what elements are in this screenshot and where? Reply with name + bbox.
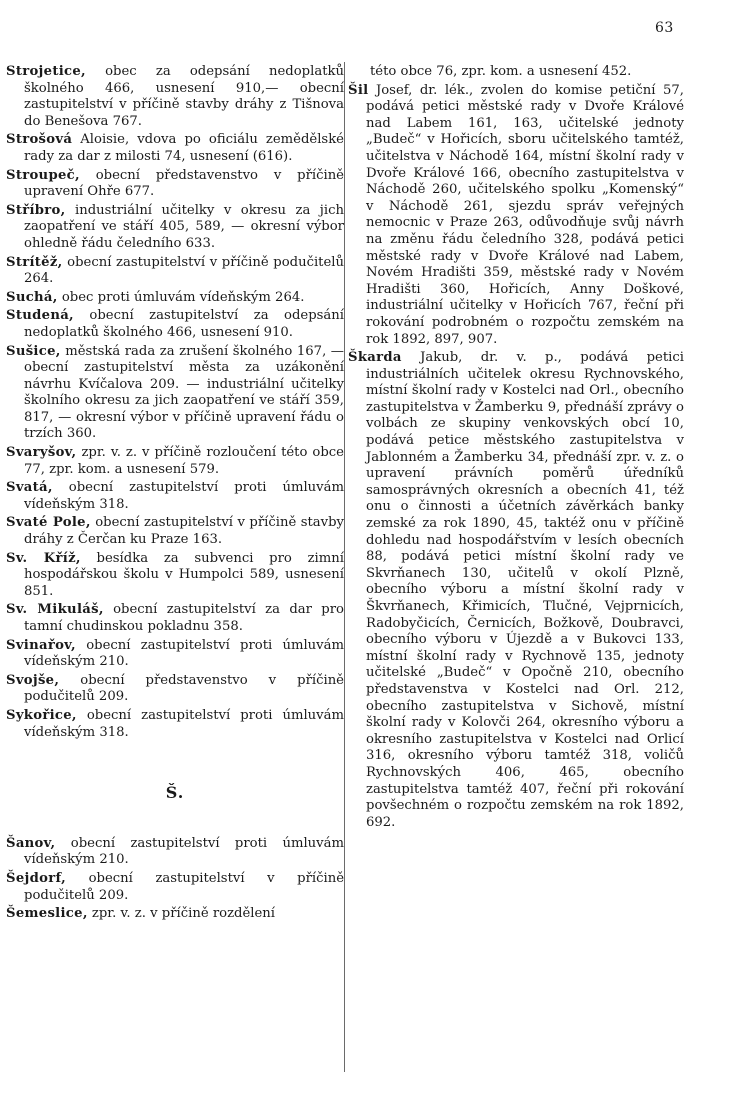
- entry-headword: Stroupeč,: [6, 167, 80, 183]
- entry-headword: Svatá,: [6, 480, 53, 496]
- index-entry: [6, 871, 344, 904]
- index-entry: [348, 83, 684, 349]
- entry-headword: Šil: [348, 82, 369, 98]
- entry-text: obecní zastupitelství proti úmluvám vídeňským 318.: [24, 707, 344, 740]
- index-entry: [348, 350, 684, 831]
- index-entry-continuation: této obce 76, zpr. kom. a usnesení 452.: [370, 64, 632, 79]
- entry-text: obecní zastupitelství v příčině podučitelů 264.: [24, 254, 344, 287]
- entry-headword: Stříbro,: [6, 202, 66, 218]
- column-divider: [344, 62, 345, 1072]
- entry-headword: Sv. Kříž,: [6, 550, 81, 566]
- index-entry: [6, 708, 344, 741]
- entry-text: industriální učitelky v okresu za jich zaopatření ve stáří 405, 589, — okresní výbor ohledně řádu čeledního 633.: [24, 202, 344, 251]
- entry-text: Jakub, dr. v. p., podává petici industriálních učitelek okresu Rychnovského, místní školní rady v Kostelci nad Orl., obecního zastupitelstva v Žamberku 9, přednáší zprávy o volbách ze skupiny venkovských obcí 10, podává petice městského zastupitelstva v Jablonném a Žamberku 34, přednáší zpr. v. z. o upravení právních poměrů úředníků samosprávných okresních a obecních 41, též onu o činnosti a účetních závěrkách banky zemské za rok 1890, 45, taktéž onu v příčině dohledu nad hospodářstvím v lesích obecních 88, podává petici místní školní rady ve Skvrňanech 130, učitelů v okolí Plzně, obecního výboru a místní školní rady v Škvrňanech, Křimicích, Tlučné, Vejprnicích, Radobyčicích, Černicích, Božkově, Doubravci, obecního výboru v Újezdě a v Bukovci 133, místní školní rady v Rychnově 135, jednoty učitelské „Budeč“ v Opočně 210, obecního představenstva v Kostelci nad Orl. 212, obecního zastupitelstva v Sichově, místní školní rady v Kolovči 264, okresního výboru a okresního zastupitelstva v Kostelci nad Orlicí 316, okresního výboru tamtéž 318, voličů Rychnovských 406, 465, obecního zastupitelstva tamtéž 407, řeční při rokování povšechném o rozpočtu zemském na rok 1892, 692.: [366, 350, 684, 830]
- entry-text: obecní zastupitelství proti úmluvám vídeňským 210.: [24, 835, 344, 868]
- entry-text: obecní představenstvo v příčině podučitelů 209.: [24, 672, 344, 705]
- entry-headword: Šejdorf,: [6, 870, 67, 886]
- entry-headword: Svaryšov,: [6, 445, 77, 461]
- entry-headword: Strítěž,: [6, 254, 63, 270]
- index-entry: [6, 132, 344, 165]
- entry-headword: Studená,: [6, 308, 74, 324]
- index-entry: [6, 290, 344, 307]
- entry-text: obecní zastupitelství za odepsání nedoplatků školného 466, usnesení 910.: [24, 308, 344, 340]
- index-entry: [6, 906, 344, 923]
- index-entry: [6, 308, 344, 341]
- entry-headword: Suchá,: [6, 289, 58, 305]
- index-entries-sh: [6, 836, 344, 923]
- entry-text: obecní představenstvo v příčině upravení Ohře 677.: [24, 167, 344, 200]
- entry-text: obecní zastupitelství proti úmluvám vídeňským 210.: [24, 637, 344, 670]
- entry-headword: Sv. Mikuláš,: [6, 602, 104, 618]
- index-column-right: [348, 64, 684, 833]
- index-entry: [6, 64, 344, 130]
- page-number: 63: [655, 20, 674, 36]
- index-entry: [6, 515, 344, 548]
- index-entry: [6, 602, 344, 635]
- entry-headword: Svaté Pole,: [6, 515, 91, 531]
- entry-text: obecní zastupitelství v příčině podučitelů 209.: [24, 870, 344, 903]
- index-entry: [6, 445, 344, 478]
- index-entry: [6, 551, 344, 601]
- index-entry: [6, 168, 344, 201]
- entry-text: obec za odepsání nedoplatků školného 466, usnesení 910,— obecní zastupitelství v příčině stavby dráhy z Tišnova do Benešova 767.: [24, 64, 344, 129]
- entry-text: zpr. v. z. v příčině rozdělení: [87, 906, 276, 922]
- entry-headword: Sykořice,: [6, 707, 77, 723]
- index-entry: [6, 836, 344, 869]
- entry-headword: Šanov,: [6, 835, 56, 851]
- entry-headword: Škarda: [348, 350, 402, 366]
- entry-text: obec proti úmluvám vídeňským 264.: [57, 289, 305, 305]
- entry-text: Aloisie, vdova po oficiálu zemědělské rady za dar z milosti 74, usnesení (616).: [24, 132, 344, 164]
- index-entry: [6, 673, 344, 706]
- section-heading: Š.: [165, 783, 185, 803]
- entry-headword: Strojetice,: [6, 64, 86, 79]
- entry-headword: Strošová: [6, 132, 73, 148]
- entry-text: besídka za subvenci pro zimní hospodářskou školu v Humpolci 589, usnesení 851.: [24, 550, 344, 599]
- index-entries-right: [348, 83, 684, 832]
- index-entries-s: [6, 64, 344, 741]
- entry-headword: Šemeslice,: [6, 906, 88, 922]
- index-column-left: [6, 64, 344, 925]
- entry-text: městská rada za zrušení školného 167, — obecní zastupitelství města za uzákonění návrhu Kvíčalova 209. — industriální učitelky školního okresu za jich zaopatření ve stáří 359, 817, — okresní výbor v příčině upravení řádu o trzích 360.: [24, 343, 344, 442]
- index-entry: [6, 480, 344, 513]
- entry-text: obecní zastupitelství za dar pro tamní chudinskou pokladnu 358.: [24, 602, 344, 634]
- entry-headword: Sušice,: [6, 343, 61, 359]
- entry-text: obecní zastupitelství proti úmluvám vídeňským 318.: [24, 480, 344, 512]
- entry-headword: Svinařov,: [6, 637, 76, 653]
- entry-headword: Svojše,: [6, 672, 60, 688]
- index-entry: [6, 255, 344, 288]
- index-entry: [6, 203, 344, 253]
- index-entry: [6, 344, 344, 444]
- entry-text: Josef, dr. lék., zvolen do komise petiční 57, podává petici městské rady v Dvoře Králové nad Labem 161, 163, učitelské jednoty „Budeč“ v Hořicích, sboru učitelského tamtéž, učitelstva v Náchodě 164, místní školní rady v Dvoře Králové 166, obecního zastupitelstva v Náchodě 260, učitelského spolku „Komenský“ v Náchodě 261, sjezdu správ veřejných nemocnic v Praze 263, odůvodňuje svůj návrh na změnu řádu čeledního 328, podává petici městské rady v Dvoře Králové nad Labem, Novém Hradišti 359, městské rady v Novém Hradišti 360, Hořicích, Anny Doškové, industriální učitelky v Hořicích 767, řeční při rokování podrobném o rozpočtu zemském na rok 1892, 897, 907.: [366, 82, 684, 347]
- entry-text: zpr. v. z. v příčině rozloučení této obce 77, zpr. kom. a usnesení 579.: [24, 445, 344, 477]
- index-entry: [6, 638, 344, 671]
- entry-text: obecní zastupitelství v příčině stavby dráhy z Čerčan ku Praze 163.: [24, 515, 345, 548]
